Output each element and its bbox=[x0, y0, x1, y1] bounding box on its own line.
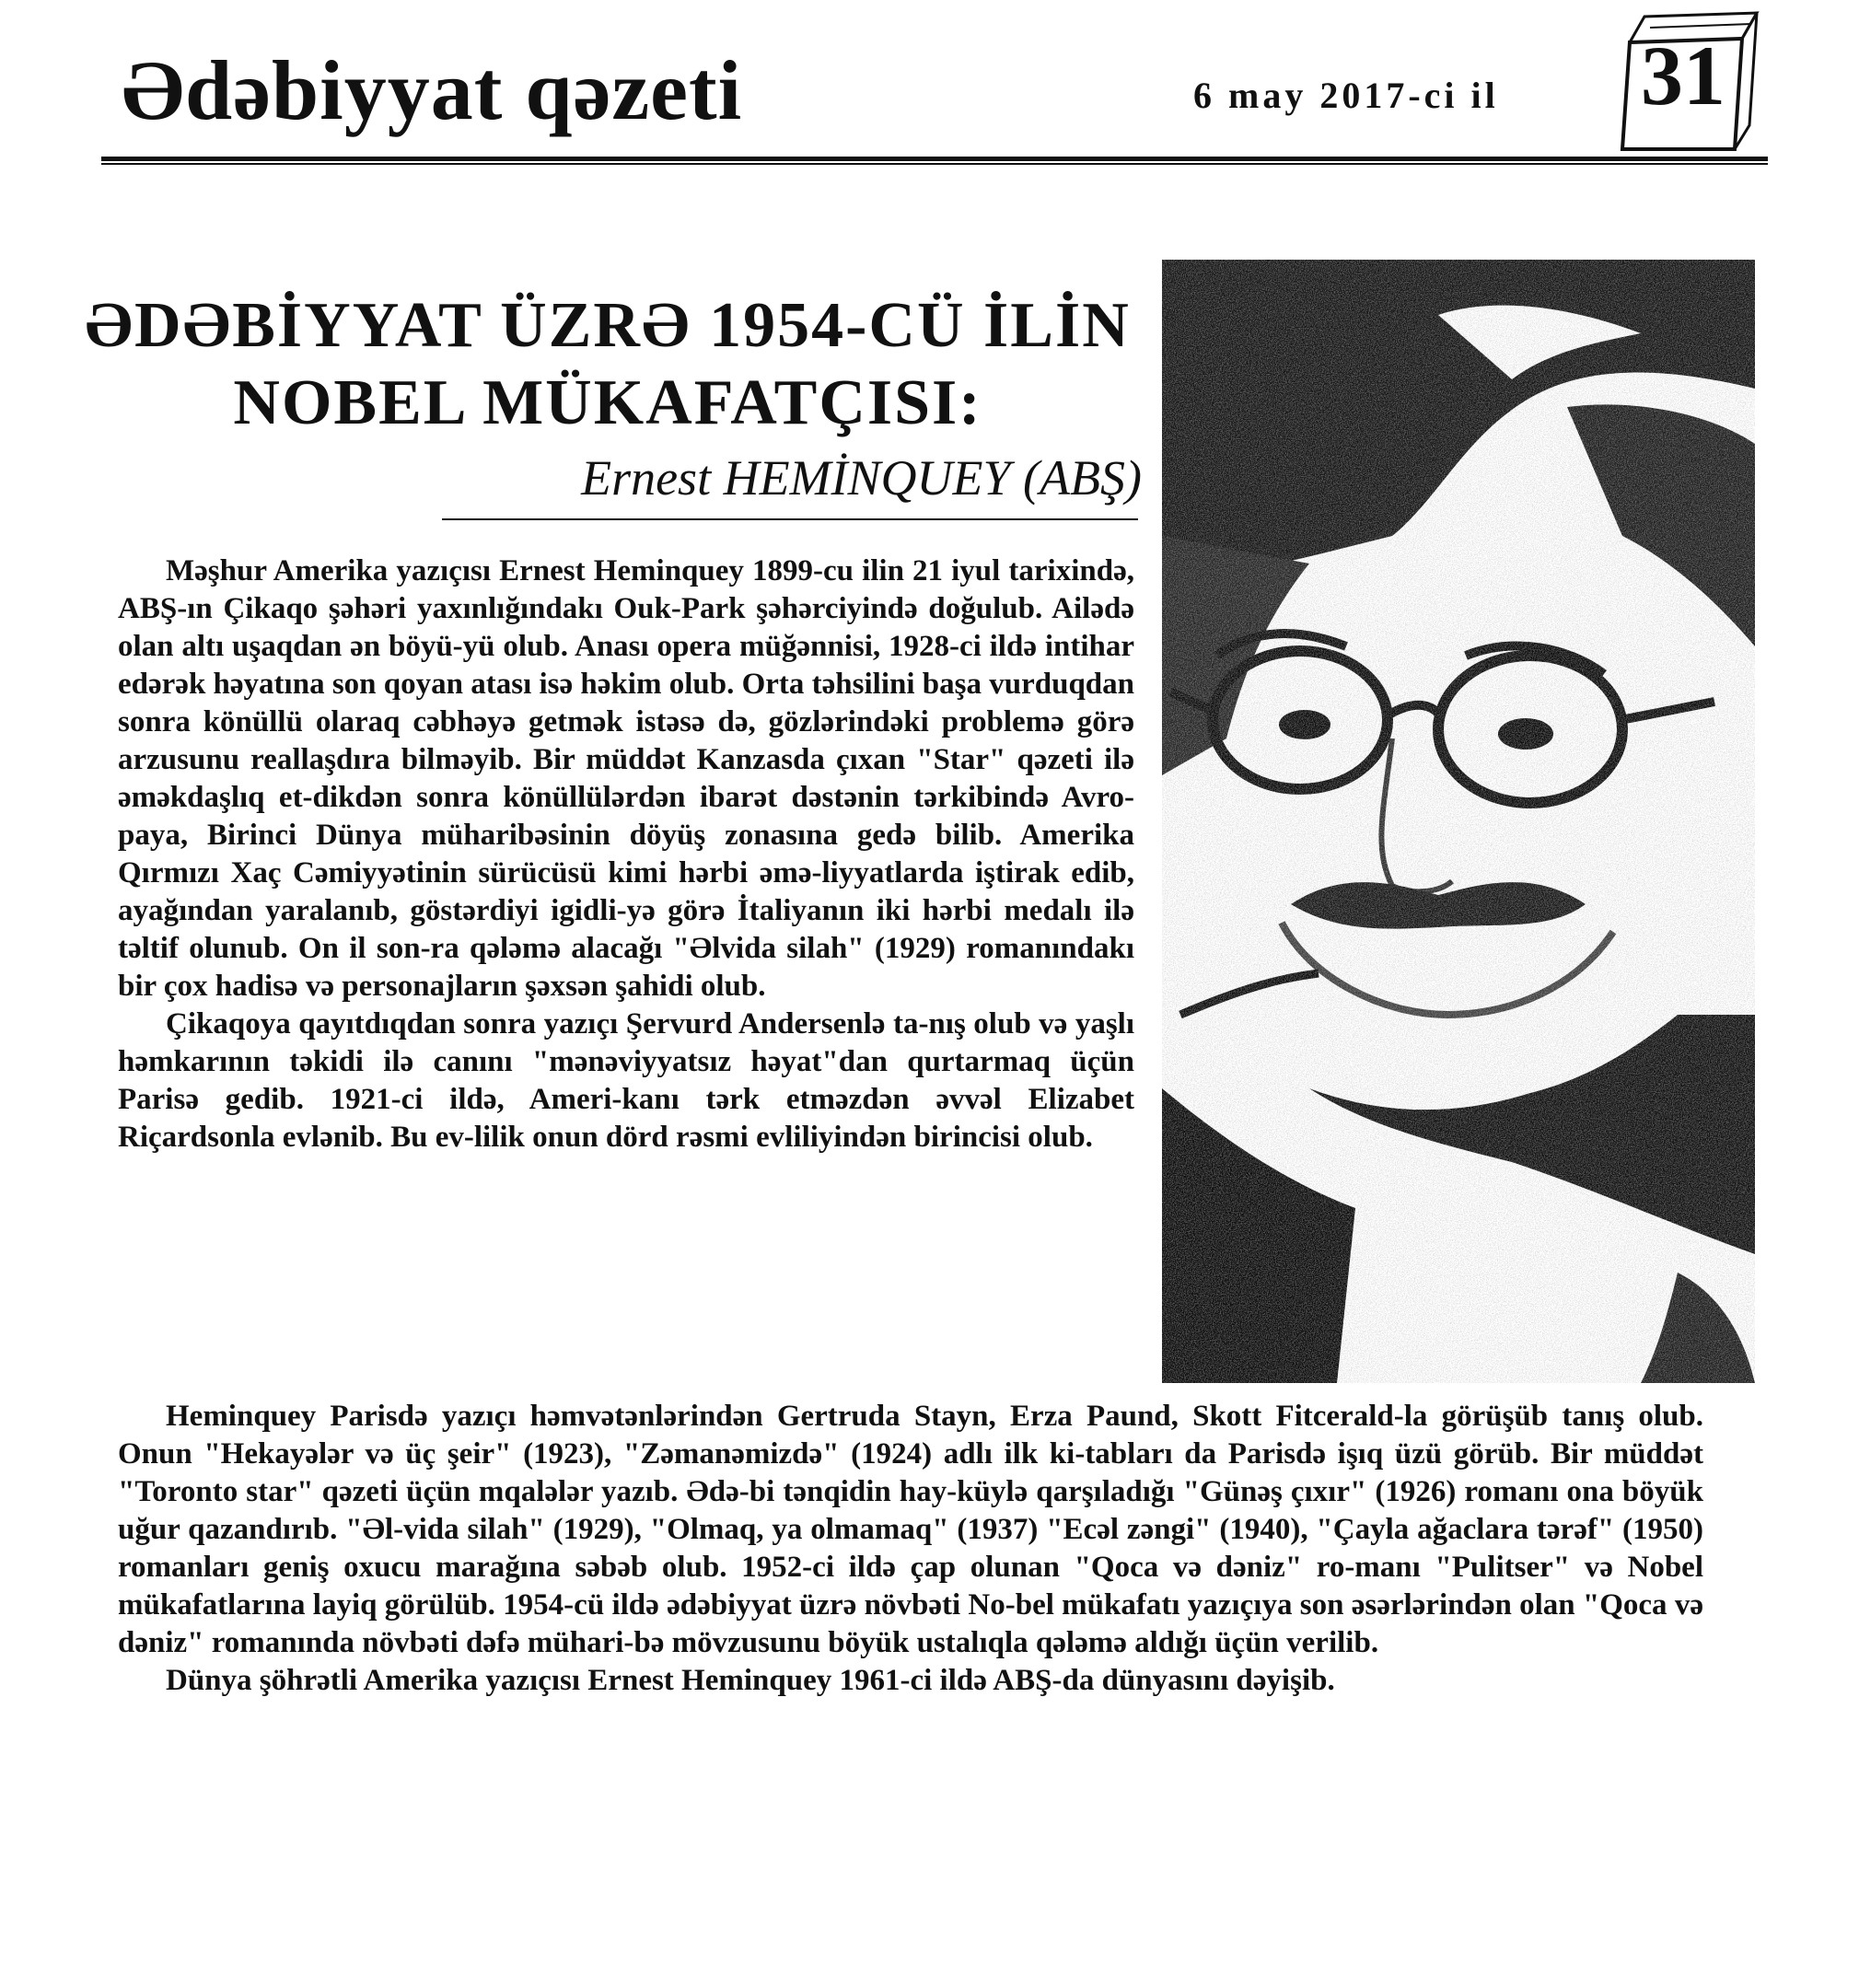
article-body-narrow-column bbox=[118, 552, 1134, 1157]
article-paragraph-4: Dünya şöhrətli Amerika yazıçısı Ernest Heminquey 1961-ci ildə ABŞ-da dünyasını dəyişib. bbox=[166, 1664, 1335, 1697]
author-portrait bbox=[1162, 260, 1755, 1383]
byline-divider bbox=[442, 518, 1138, 520]
article-headline bbox=[74, 287, 1142, 442]
article-paragraph-3: Heminquey Parisdə yazıçı həmvətənlərindən Gertruda Stayn, Erza Paund, Skott Fitcerald-la görüşüb tanış olub. Onun "Hekayələr və üç şeir" (1923), "Zəmanəmizdə" (1924) adlı ilk ki-tabları da Parisdə işıq üzü görüb. Bir müddət "Toronto star" qəzeti üçün mqalələr yazıb. Ədə-bi tənqidin hay-küylə qarşıladığı "Günəş çıxır" (1926) romanı ona böyük uğur qazandırıb. "Əl-vida silah" (1929), "Olmaq, ya olmamaq" (1937) "Ecəl zəngi" (1940), "Çayla ağaclara tərəf" (1950) romanları geniş oxucu marağına səbəb olub. 1952-ci ildə çap olunan "Qoca və dəniz" ro-manı "Pulitser" və Nobel mükafatlarına layiq görülüb. 1954-cü ildə ədəbiyyat üzrə növbəti No-bel mükafatı yazıçıya son əsərlərindən olan "Qoca və dəniz" romanında növbəti dəfə mühari-bə mövzusunu böyük ustalıqla qələmə aldığı üçün verilib. bbox=[118, 1400, 1703, 1659]
page-number-box bbox=[1613, 6, 1770, 155]
article-paragraph-1: Məşhur Amerika yazıçısı Ernest Heminquey 1899-cu ilin 21 iyul tarixində, ABŞ-ın Çikaqo şəhəri yaxınlığındakı Ouk-Park şəhərciyində doğulub. Ailədə olan altı uşaqdan ən böyü-yü olub. Anası opera müğənnisi, 1928-ci ildə intihar edərək həyatına son qoyan atası isə həkim olub. Orta təhsilini başa vurduqdan sonra könüllü olaraq cəbhəyə getmək istəsə də, gözlərindəki problemə görə arzusunu reallaşdıra bilməyib. Bir müddət Kanzasda çıxan "Star" qəzeti ilə əməkdaşlıq et-dikdən sonra könüllülərdən ibarət dəstənin tərkibində Avro-paya, Birinci Dünya müharibəsinin döyüş zonasına gedə bilib. Amerika Qırmızı Xaç Cəmiyyətinin sürücüsü kimi hərbi əmə-liyyatlarda iştirak edib, ayağından yaralanıb, göstərdiyi igidli-yə görə İtaliyanın iki hərbi medalı ilə təltif olunub. On il son-ra qələmə alacağı "Əlvida silah" (1929) romanındakı bir çox hadisə və personajların şəxsən şahidi olub. bbox=[118, 554, 1134, 1003]
issue-date: 6 may 2017-ci il bbox=[1193, 75, 1499, 116]
headline-line-1: ƏDƏBİYYAT ÜZRƏ 1954-CÜ İLİN bbox=[85, 290, 1131, 361]
page-number: 31 bbox=[1641, 29, 1725, 122]
article-body-wide-column bbox=[118, 1398, 1703, 1700]
article-paragraph-2: Çikaqoya qayıtdıqdan sonra yazıçı Şervurd Andersenlə ta-nış olub və yaşlı həmkarının təkidi ilə canını "mənəviyyatsız həyat"dan qurtarmaq üçün Parisə gedib. 1921-ci ildə, Ameri-kanı tərk etməzdən əvvəl Elizabet Riçardsonla evlənib. Bu ev-lilik onun dörd rəsmi evliliyindən birincisi olub. bbox=[118, 1007, 1134, 1154]
article-byline: Ernest HEMİNQUEY (ABŞ) bbox=[581, 450, 1142, 506]
headline-line-2: NOBEL MÜKAFATÇISI: bbox=[233, 367, 982, 438]
newspaper-title: Ədəbiyyat qəzeti bbox=[122, 43, 743, 137]
masthead-divider bbox=[101, 157, 1768, 165]
